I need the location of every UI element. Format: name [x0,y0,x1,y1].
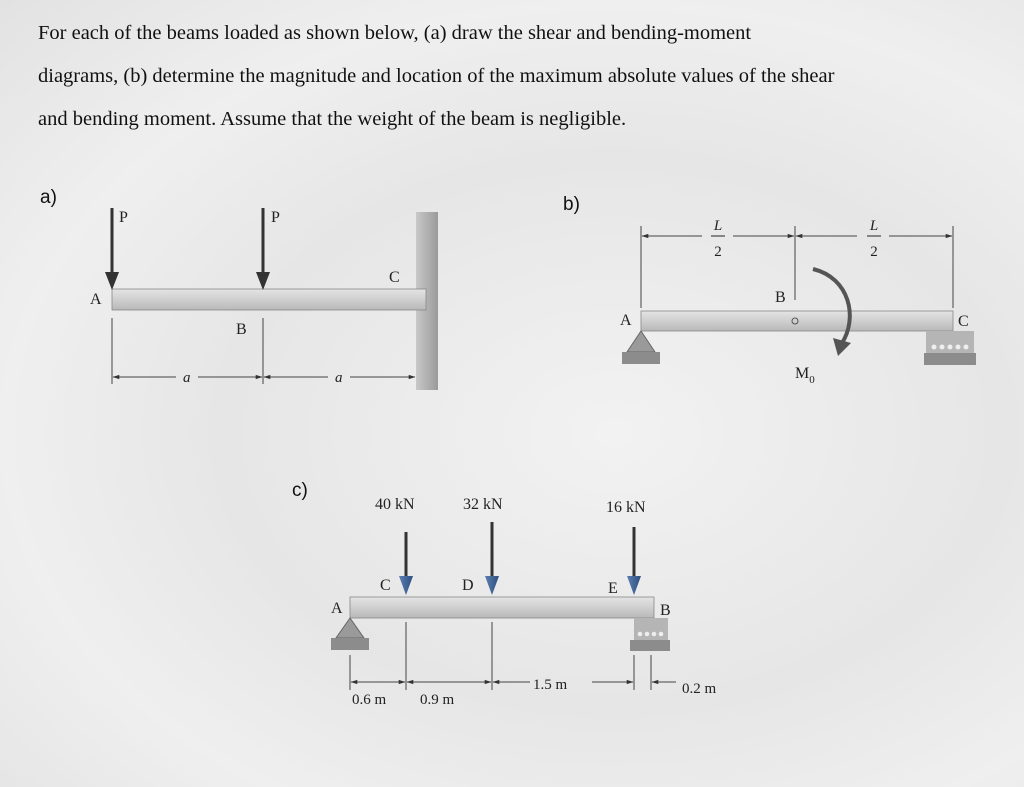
point-label-c: C [389,269,400,286]
roller-support-c-base [924,353,976,365]
figure-b-label: b) [563,194,580,215]
point-label-a: A [620,312,632,329]
dim-label-a1: a [183,370,191,386]
beam-c [350,597,654,618]
point-label-d: D [462,577,474,594]
load-label-p1: P [119,209,128,226]
roller-support-b-base [630,640,670,651]
load-label-d: 32 kN [463,496,503,513]
beam-b [641,311,953,331]
dim-label-0-6: 0.6 m [352,692,387,708]
figure-a-label: a) [40,187,57,208]
roller-support-c [926,331,974,353]
figure-c-label: c) [292,480,308,501]
moment-arrowhead-icon [833,338,851,356]
span-2-numerator: L [869,218,879,234]
dim-label-0-9: 0.9 m [420,692,455,708]
load-arrowhead-c [399,576,413,595]
point-label-c: C [380,577,391,594]
roller-support-b [634,618,668,640]
point-label-a: A [90,291,102,308]
point-label-b: B [775,289,786,306]
dim-label-0-2: 0.2 m [682,681,717,697]
pin-support-a [336,618,364,638]
moment-arc-icon [813,269,850,343]
dim-label-a2: a [335,370,343,386]
load-arrowhead-d [485,576,499,595]
span-2-denominator: 2 [870,244,878,260]
problem-line-2: diagrams, (b) determine the magnitude and location of the maximum absolute values of the shear [38,65,835,87]
point-label-b: B [236,321,247,338]
figure-c [292,480,717,708]
span-1-numerator: L [713,218,723,234]
load-arrowhead-1 [105,272,119,290]
load-label-p2: P [271,209,280,226]
figure-b [563,194,976,386]
pin-support-a-base [622,352,660,364]
point-label-b: B [660,602,671,619]
span-1-denominator: 2 [714,244,722,260]
point-label-c: C [958,313,969,330]
load-label-e: 16 kN [606,499,646,516]
pin-support-a [627,331,655,352]
figure-a [40,187,438,390]
point-label-a: A [331,600,343,617]
beam-a [112,289,426,310]
load-arrowhead-2 [256,272,270,290]
problem-line-3: and bending moment. Assume that the weight of the beam is negligible. [38,108,627,130]
moment-label: $M_0$ [795,365,815,386]
load-label-c: 40 kN [375,496,415,513]
load-arrowhead-e [627,576,641,595]
pin-support-a-base [331,638,369,650]
point-label-e: E [608,580,618,597]
problem-line-1: For each of the beams loaded as shown below, (a) draw the shear and bending-moment [38,22,752,44]
dim-label-1-5: 1.5 m [533,677,568,693]
